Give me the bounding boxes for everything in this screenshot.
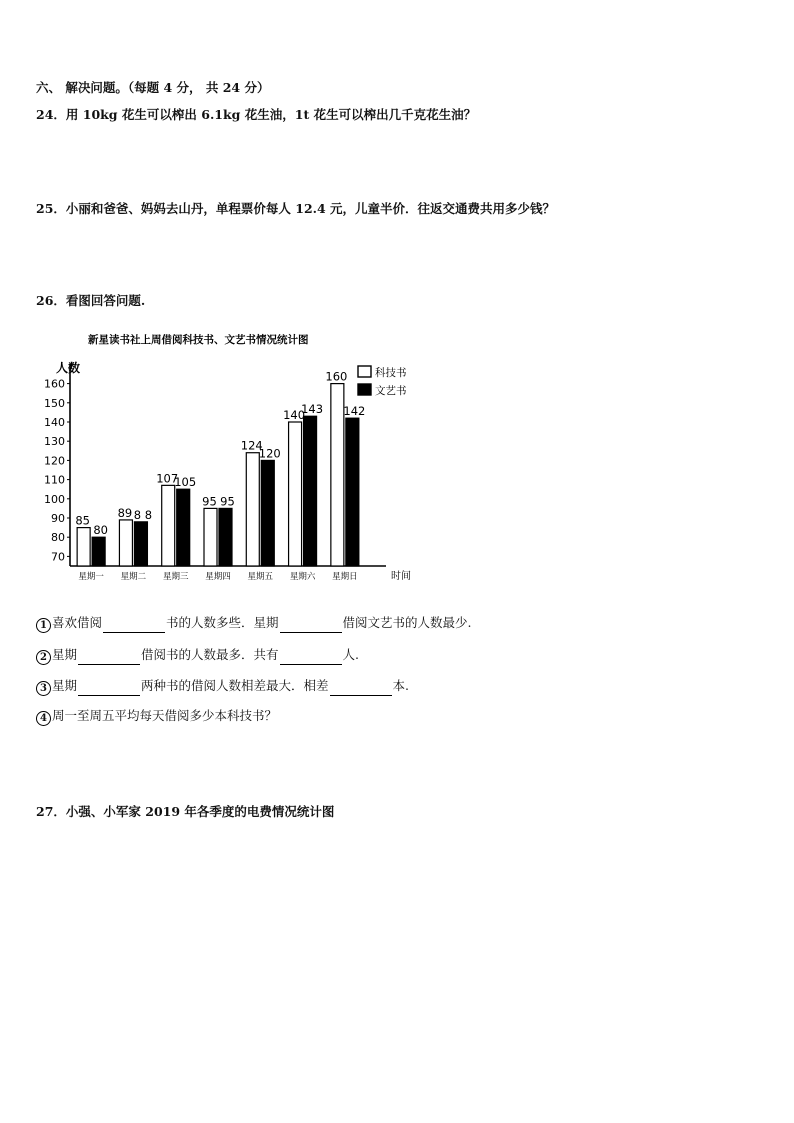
- q26-3-text-b: 两种书的借阅人数相差最大．相差: [141, 678, 329, 693]
- answer-blank[interactable]: [103, 620, 165, 633]
- chart-y-tick-label: 140: [44, 416, 65, 429]
- chart-bar-literature: [261, 460, 274, 566]
- chart-y-tick-label: 130: [44, 435, 65, 449]
- chart-x-tick-label: 星期五: [247, 572, 274, 582]
- chart-legend-label: 文艺书: [375, 385, 407, 397]
- chart-x-tick-label: 星期日: [332, 572, 358, 582]
- chart-data-label: 95: [202, 494, 217, 509]
- chart-legend-label: 科技书: [375, 367, 407, 379]
- chart-bar-literature: [177, 489, 190, 566]
- q26-2-text-c: 人.: [342, 647, 360, 662]
- bar-chart: [36, 326, 426, 586]
- chart-data-label: 85: [75, 513, 90, 528]
- circled-number-3: 3: [36, 681, 51, 696]
- q26-4-text: 周一至周五平均每天借阅多少本科技书？: [52, 708, 278, 723]
- chart-bar-science: [246, 453, 259, 566]
- chart-bar-literature: [304, 416, 317, 566]
- chart-bar-science: [289, 422, 302, 566]
- chart-data-label: 107: [156, 471, 179, 486]
- circled-number-2: 2: [36, 650, 51, 665]
- q26-2-text-a: 星期: [52, 647, 78, 662]
- chart-bar-literature: [346, 418, 359, 566]
- chart-y-axis-label: 人数: [56, 361, 81, 375]
- q26-3-text-a: 星期: [52, 678, 78, 693]
- chart-data-label: 143: [301, 402, 324, 417]
- chart-bar-literature: [92, 537, 105, 566]
- circled-number-4: 4: [36, 711, 51, 726]
- chart-data-label: 124: [240, 438, 263, 453]
- chart-y-tick-label: 100: [44, 492, 65, 506]
- q26-1-text-c: 借阅文艺书的人数最少.: [342, 615, 472, 630]
- chart-data-label: 142: [343, 404, 366, 419]
- q26-2-text-b: 借阅书的人数最多．共有: [141, 647, 279, 662]
- chart-data-label: 140: [283, 408, 306, 422]
- answer-blank[interactable]: [78, 683, 140, 696]
- answer-blank[interactable]: [78, 652, 140, 665]
- chart-x-tick-label: 星期三: [162, 572, 189, 582]
- q26-1-text-b: 书的人数多些．星期: [166, 615, 279, 630]
- chart-y-tick-label: 160: [44, 377, 65, 391]
- question-26-part-3: [36, 676, 409, 696]
- q26-3-text-c: 本.: [392, 678, 410, 693]
- answer-blank[interactable]: [330, 683, 392, 696]
- circled-number-1: 1: [36, 618, 51, 633]
- chart-x-tick-label: 星期四: [205, 572, 231, 582]
- chart-y-tick-label: 120: [44, 454, 65, 468]
- chart-y-tick-label: 150: [44, 396, 65, 410]
- chart-data-label: 95: [220, 494, 235, 509]
- question-24: 24．用 10kg 花生可以榨出 6.1kg 花生油，1t 花生可以榨出几千克花生油？: [36, 107, 477, 122]
- question-26-part-4: [36, 706, 277, 726]
- chart-y-tick-label: 90: [51, 512, 65, 525]
- question-26-part-2: [36, 645, 359, 665]
- chart-bar-literature: [219, 508, 232, 566]
- chart-data-label: 105: [174, 475, 197, 490]
- chart-data-label: 160: [325, 369, 348, 384]
- chart-x-tick-label: 星期一: [78, 572, 104, 582]
- chart-bar-science: [162, 485, 175, 566]
- chart-bar-science: [204, 508, 217, 566]
- chart-legend-swatch: [358, 366, 371, 377]
- chart-data-label: 80: [93, 523, 108, 538]
- chart-bar-science: [331, 384, 344, 566]
- chart-title: 新星读书社上周借阅科技书、文艺书情况统计图: [88, 334, 309, 346]
- chart-y-tick-label: 110: [44, 473, 65, 487]
- chart-data-label: 8 8: [133, 507, 153, 522]
- chart-bar-literature: [134, 522, 147, 566]
- question-26: 26．看图回答问题.: [36, 293, 146, 308]
- q26-1-text-a: 喜欢借阅: [52, 615, 103, 630]
- chart-x-axis-label: 时间: [391, 571, 411, 582]
- chart-data-label: 120: [258, 446, 281, 461]
- chart-bar-science: [77, 528, 90, 566]
- chart-x-tick-label: 星期二: [120, 572, 147, 582]
- question-25: 25．小丽和爸爸、妈妈去山丹，单程票价每人 12.4 元，儿童半价．往返交通费共用多少钱？: [36, 201, 556, 216]
- question-26-part-1: [36, 613, 472, 633]
- chart-data-label: 89: [117, 505, 133, 520]
- answer-blank[interactable]: [280, 620, 342, 633]
- chart-bar-science: [119, 520, 132, 566]
- section-heading: 六、 解决问题。（每题 4 分， 共 24 分）: [36, 80, 270, 95]
- question-27: 27．小强、小军家 2019 年各季度的电费情况统计图: [36, 804, 335, 819]
- chart-legend-swatch: [358, 384, 371, 395]
- chart-x-tick-label: 星期六: [289, 572, 316, 582]
- chart-y-tick-label: 70: [51, 550, 65, 564]
- chart-y-tick-label: 80: [51, 531, 65, 545]
- answer-blank[interactable]: [280, 652, 342, 665]
